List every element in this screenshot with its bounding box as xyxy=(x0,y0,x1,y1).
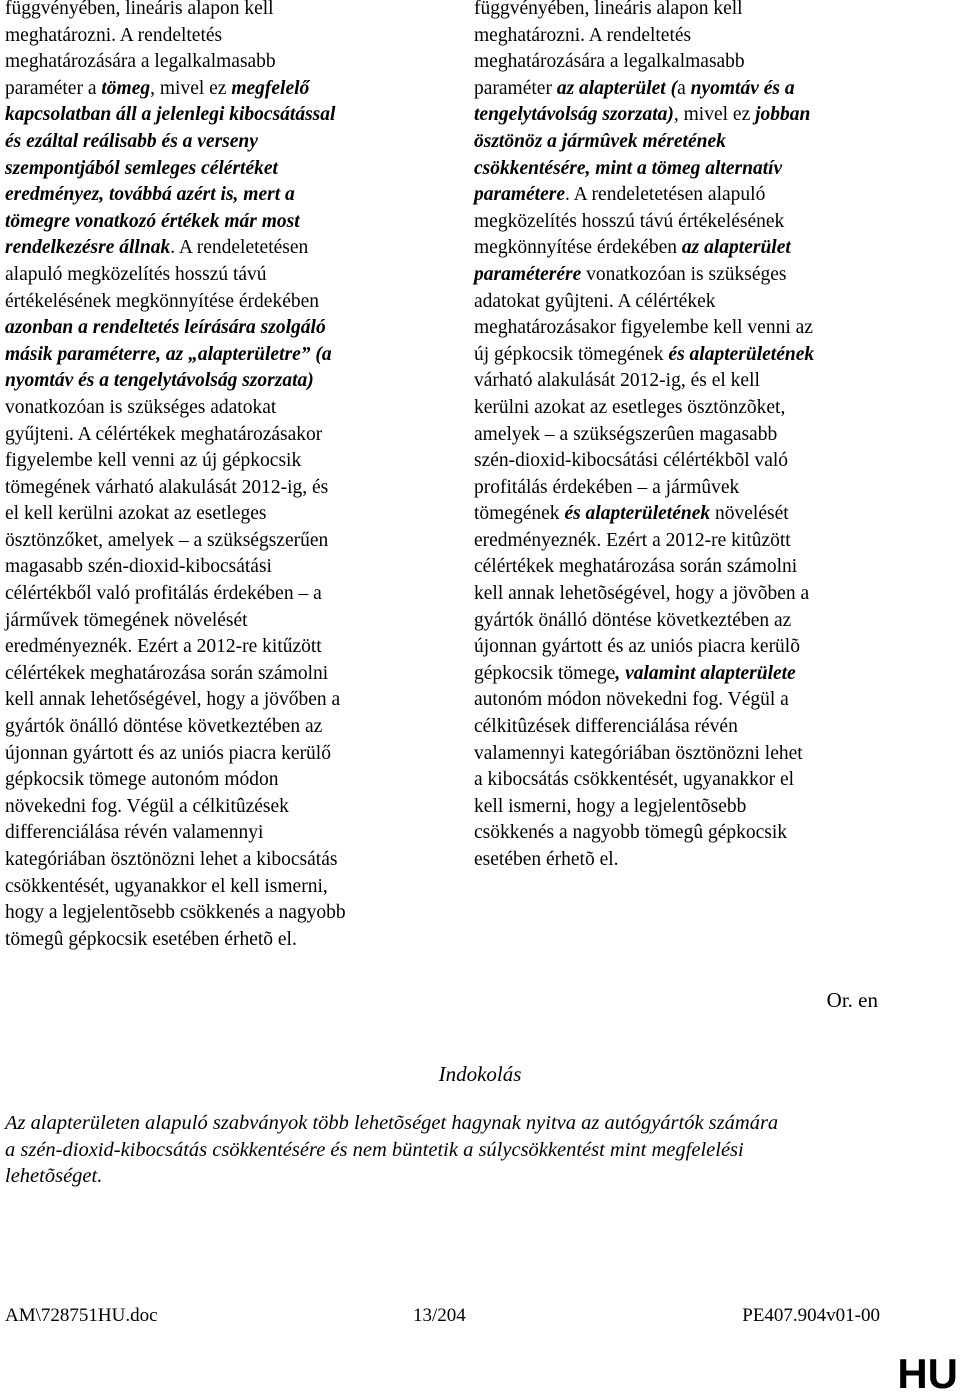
text-segment: gyártók önálló döntése következtében az xyxy=(5,716,323,738)
text-segment: paraméter xyxy=(474,77,557,99)
text-segment: alapuló megközelítés hosszú távú xyxy=(5,263,267,285)
text-line xyxy=(5,847,425,874)
text-segment: új gépkocsik tömegének xyxy=(474,343,669,365)
amended-text: paraméterére xyxy=(474,263,582,285)
text-line xyxy=(474,448,904,475)
text-line xyxy=(474,714,904,741)
text-line xyxy=(5,794,425,821)
text-line xyxy=(474,49,904,76)
text-line xyxy=(5,49,425,76)
text-segment: tömegének xyxy=(474,503,565,525)
amended-text: , valamint alapterülete xyxy=(615,662,796,684)
text-line xyxy=(5,714,425,741)
amended-text: és alapterületének xyxy=(564,503,711,525)
text-segment: járművek tömegének növelését xyxy=(5,609,248,631)
text-line xyxy=(5,342,425,369)
text-line xyxy=(474,767,904,794)
text-line xyxy=(474,395,904,422)
amended-text: megfelelő xyxy=(231,77,310,99)
justification-text xyxy=(5,1110,905,1190)
justification-heading: Indokolás xyxy=(438,1062,522,1086)
text-segment: meghatározni. A rendeltetés xyxy=(474,24,692,46)
text-segment: újonnan gyártott és az uniós piacra kerülõ xyxy=(474,636,800,658)
text-segment: eredményeznék. Ezért a 2012-re kitűzött xyxy=(5,636,322,658)
text-line xyxy=(5,422,425,449)
text-line xyxy=(5,23,425,50)
text-line xyxy=(474,422,904,449)
footer-pe-ref: PE407.904v01-00 xyxy=(742,1305,880,1326)
text-line xyxy=(5,874,425,901)
text-segment: növekedni fog. Végül a célkitûzések xyxy=(5,795,289,817)
text-line xyxy=(474,0,904,23)
text-segment: gyártók önálló döntése következtében az xyxy=(474,609,792,631)
text-segment: hogy a legjelentõsebb csökkenés a nagyobb xyxy=(5,902,346,924)
text-segment: újonnan gyártott és az uniós piacra kerülő xyxy=(5,742,331,764)
text-segment: autonóm módon növekedni fog. Végül a xyxy=(474,689,789,711)
text-segment: kategóriában ösztönözni lehet a kibocsátás xyxy=(5,849,338,870)
text-line xyxy=(474,102,904,129)
text-segment: differenciálása révén valamennyi xyxy=(5,822,264,844)
text-line xyxy=(474,661,904,688)
text-segment: célkitûzések differenciálása révén xyxy=(474,716,738,738)
amended-text: csökkentésére, mint a tömeg alternatív xyxy=(474,157,783,179)
text-segment: gépkocsik tömege xyxy=(474,662,616,684)
text-segment: kell ismerni, hogy a legjelentõsebb xyxy=(474,795,747,817)
justification-line: lehetõséget. xyxy=(5,1165,103,1188)
text-line xyxy=(5,767,425,794)
amended-text: tömeg xyxy=(101,77,151,99)
text-segment: célértékek meghatározása során számolni xyxy=(474,556,798,578)
text-segment: függvényében, lineáris alapon kell xyxy=(474,0,743,19)
text-line xyxy=(5,661,425,688)
text-line xyxy=(5,156,425,183)
text-line xyxy=(474,342,904,369)
text-line xyxy=(474,235,904,262)
text-line xyxy=(5,0,425,23)
text-line xyxy=(5,182,425,209)
text-line xyxy=(474,76,904,103)
text-line xyxy=(5,315,425,342)
justification-line: Az alapterületen alapuló szabványok több lehetõséget hagynak nyitva az autógyártók számára xyxy=(5,1112,779,1134)
text-segment: vonatkozóan is szükséges xyxy=(581,263,787,285)
text-segment: gépkocsik tömege autonóm módon xyxy=(5,769,279,791)
amended-text: eredményez, továbbá azért is, mert a xyxy=(5,184,295,206)
right-column xyxy=(474,0,904,874)
amended-text: és ezáltal reálisabb és a verseny xyxy=(5,130,258,152)
text-line xyxy=(5,475,425,502)
text-line xyxy=(474,129,904,156)
text-line xyxy=(5,102,425,129)
text-segment: el kell kerülni azokat az esetleges xyxy=(5,503,267,525)
text-line xyxy=(5,289,425,316)
text-line xyxy=(5,528,425,555)
text-segment: célértékből való profitálás érdekében – a xyxy=(5,583,322,605)
original-language-note: Or. en xyxy=(826,988,878,1012)
text-line xyxy=(474,289,904,316)
text-segment: meghatározására a legalkalmasabb xyxy=(5,51,276,73)
text-segment: csökkentését, ugyanakkor el kell ismerni, xyxy=(5,875,328,897)
text-segment: függvényében, lineáris alapon kell xyxy=(5,0,274,19)
text-line xyxy=(5,395,425,422)
left-column xyxy=(5,0,425,953)
footer-page-number: 13/204 xyxy=(413,1305,466,1326)
text-segment: kell annak lehetőségével, hogy a jövőben a xyxy=(5,689,341,711)
text-line xyxy=(5,741,425,768)
amended-text: másik paraméterre, az „alapterületre” (a xyxy=(5,343,332,365)
text-segment: adatokat gyûjteni. A célértékek xyxy=(474,290,716,312)
text-line xyxy=(474,687,904,714)
amended-text: szempontjából semleges célértéket xyxy=(5,157,278,179)
text-line xyxy=(5,634,425,661)
text-line xyxy=(474,262,904,289)
amended-text: nyomtáv és a tengelytávolság szorzata) xyxy=(5,370,314,392)
text-line xyxy=(5,581,425,608)
text-segment: tömegének várható alakulását 2012-ig, és xyxy=(5,476,329,498)
text-segment: megközelítés hosszú távú értékelésének xyxy=(474,210,785,232)
text-segment: . A rendeletetésen xyxy=(170,237,309,259)
text-line xyxy=(474,554,904,581)
text-segment: figyelembe kell venni az új gépkocsik xyxy=(5,450,302,472)
amended-text: rendelkezésre állnak xyxy=(5,237,171,259)
text-line xyxy=(474,182,904,209)
text-segment: vonatkozóan is szükséges adatokat xyxy=(5,396,277,418)
amended-text: tömegre vonatkozó értékek már most xyxy=(5,210,300,232)
text-segment: kerülni azokat az esetleges ösztönzõket, xyxy=(474,396,786,418)
text-segment: , mivel ez xyxy=(150,77,232,99)
text-line xyxy=(474,820,904,847)
text-line xyxy=(474,634,904,661)
text-segment: eredményeznék. Ezért a 2012-re kitûzött xyxy=(474,529,791,551)
text-segment: meghatározni. A rendeltetés xyxy=(5,24,223,46)
text-line xyxy=(5,262,425,289)
justification-line: a szén-dioxid-kibocsátás csökkentésére és nem büntetik a súlycsökkentést mint megfelelési xyxy=(5,1138,744,1161)
text-segment: ösztönzőket, amelyek – a szükségszerűen xyxy=(5,529,329,551)
text-line xyxy=(474,475,904,502)
text-segment: magasabb szén-dioxid-kibocsátási xyxy=(5,556,272,578)
text-line xyxy=(474,23,904,50)
text-line xyxy=(474,608,904,635)
text-segment: , mivel ez xyxy=(673,104,756,126)
text-segment: esetében érhetõ el. xyxy=(474,849,619,870)
text-line xyxy=(474,581,904,608)
text-segment: értékelésének megkönnyítése érdekében xyxy=(5,290,320,312)
text-line xyxy=(5,900,425,927)
text-line xyxy=(5,368,425,395)
text-segment: paraméter a xyxy=(5,77,102,99)
text-segment: növelését xyxy=(710,503,789,525)
footer-doc-ref: AM\728751HU.doc xyxy=(5,1305,158,1326)
text-segment: amelyek – a szükségszerûen magasabb xyxy=(474,423,778,445)
text-line xyxy=(474,501,904,528)
text-line xyxy=(474,368,904,395)
text-line xyxy=(474,209,904,236)
text-segment: kell annak lehetõségével, hogy a jövõben a xyxy=(474,583,810,605)
text-line xyxy=(5,129,425,156)
amended-text: nyomtáv és a xyxy=(690,77,795,99)
text-line xyxy=(5,76,425,103)
text-segment: meghatározására a legalkalmasabb xyxy=(474,51,745,73)
text-segment: szén-dioxid-kibocsátási célértékbõl való xyxy=(474,450,789,472)
amended-text: az alapterület xyxy=(681,237,791,259)
text-line xyxy=(474,528,904,555)
amended-text: ösztönöz a jármûvek méretének xyxy=(474,130,726,152)
text-line xyxy=(474,156,904,183)
amended-text: tengelytávolság szorzata) xyxy=(474,104,674,126)
amended-text: paramétere xyxy=(474,184,565,206)
text-segment: profitálás érdekében – a jármûvek xyxy=(474,476,740,498)
amended-text: és alapterületének xyxy=(668,343,815,365)
text-line xyxy=(5,448,425,475)
text-segment: . A rendeletetésen alapuló xyxy=(564,184,766,206)
text-line xyxy=(474,315,904,342)
text-line xyxy=(5,554,425,581)
text-segment: a kibocsátás csökkentését, ugyanakkor el xyxy=(474,769,795,791)
amended-text: jobban xyxy=(755,104,811,126)
text-segment: valamennyi kategóriában ösztönözni lehet xyxy=(474,742,803,764)
language-code: HU xyxy=(897,1350,958,1397)
amended-text: kapcsolatban áll a jelenlegi kibocsátással xyxy=(5,104,336,126)
text-segment: megkönnyítése érdekében xyxy=(474,237,682,259)
text-line xyxy=(5,820,425,847)
text-line xyxy=(5,608,425,635)
text-line xyxy=(474,741,904,768)
amended-text: az alapterület ( xyxy=(556,77,678,99)
text-line xyxy=(5,235,425,262)
text-segment: várható alakulását 2012-ig, és el kell xyxy=(474,370,760,392)
text-line xyxy=(5,209,425,236)
text-line xyxy=(474,794,904,821)
text-line xyxy=(5,501,425,528)
text-segment: meghatározásakor figyelembe kell venni az xyxy=(474,317,813,339)
text-segment: csökkenés a nagyobb tömegû gépkocsik xyxy=(474,822,788,844)
text-segment: célértékek meghatározása során számolni xyxy=(5,662,329,684)
text-line xyxy=(5,927,425,954)
text-line xyxy=(5,687,425,714)
text-line xyxy=(474,847,904,874)
amended-text: azonban a rendeltetés leírására szolgáló xyxy=(5,317,326,339)
text-segment: gyűjteni. A célértékek meghatározásakor xyxy=(5,423,323,445)
text-segment: a xyxy=(677,77,691,99)
text-segment: tömegû gépkocsik esetében érhetõ el. xyxy=(5,928,297,950)
